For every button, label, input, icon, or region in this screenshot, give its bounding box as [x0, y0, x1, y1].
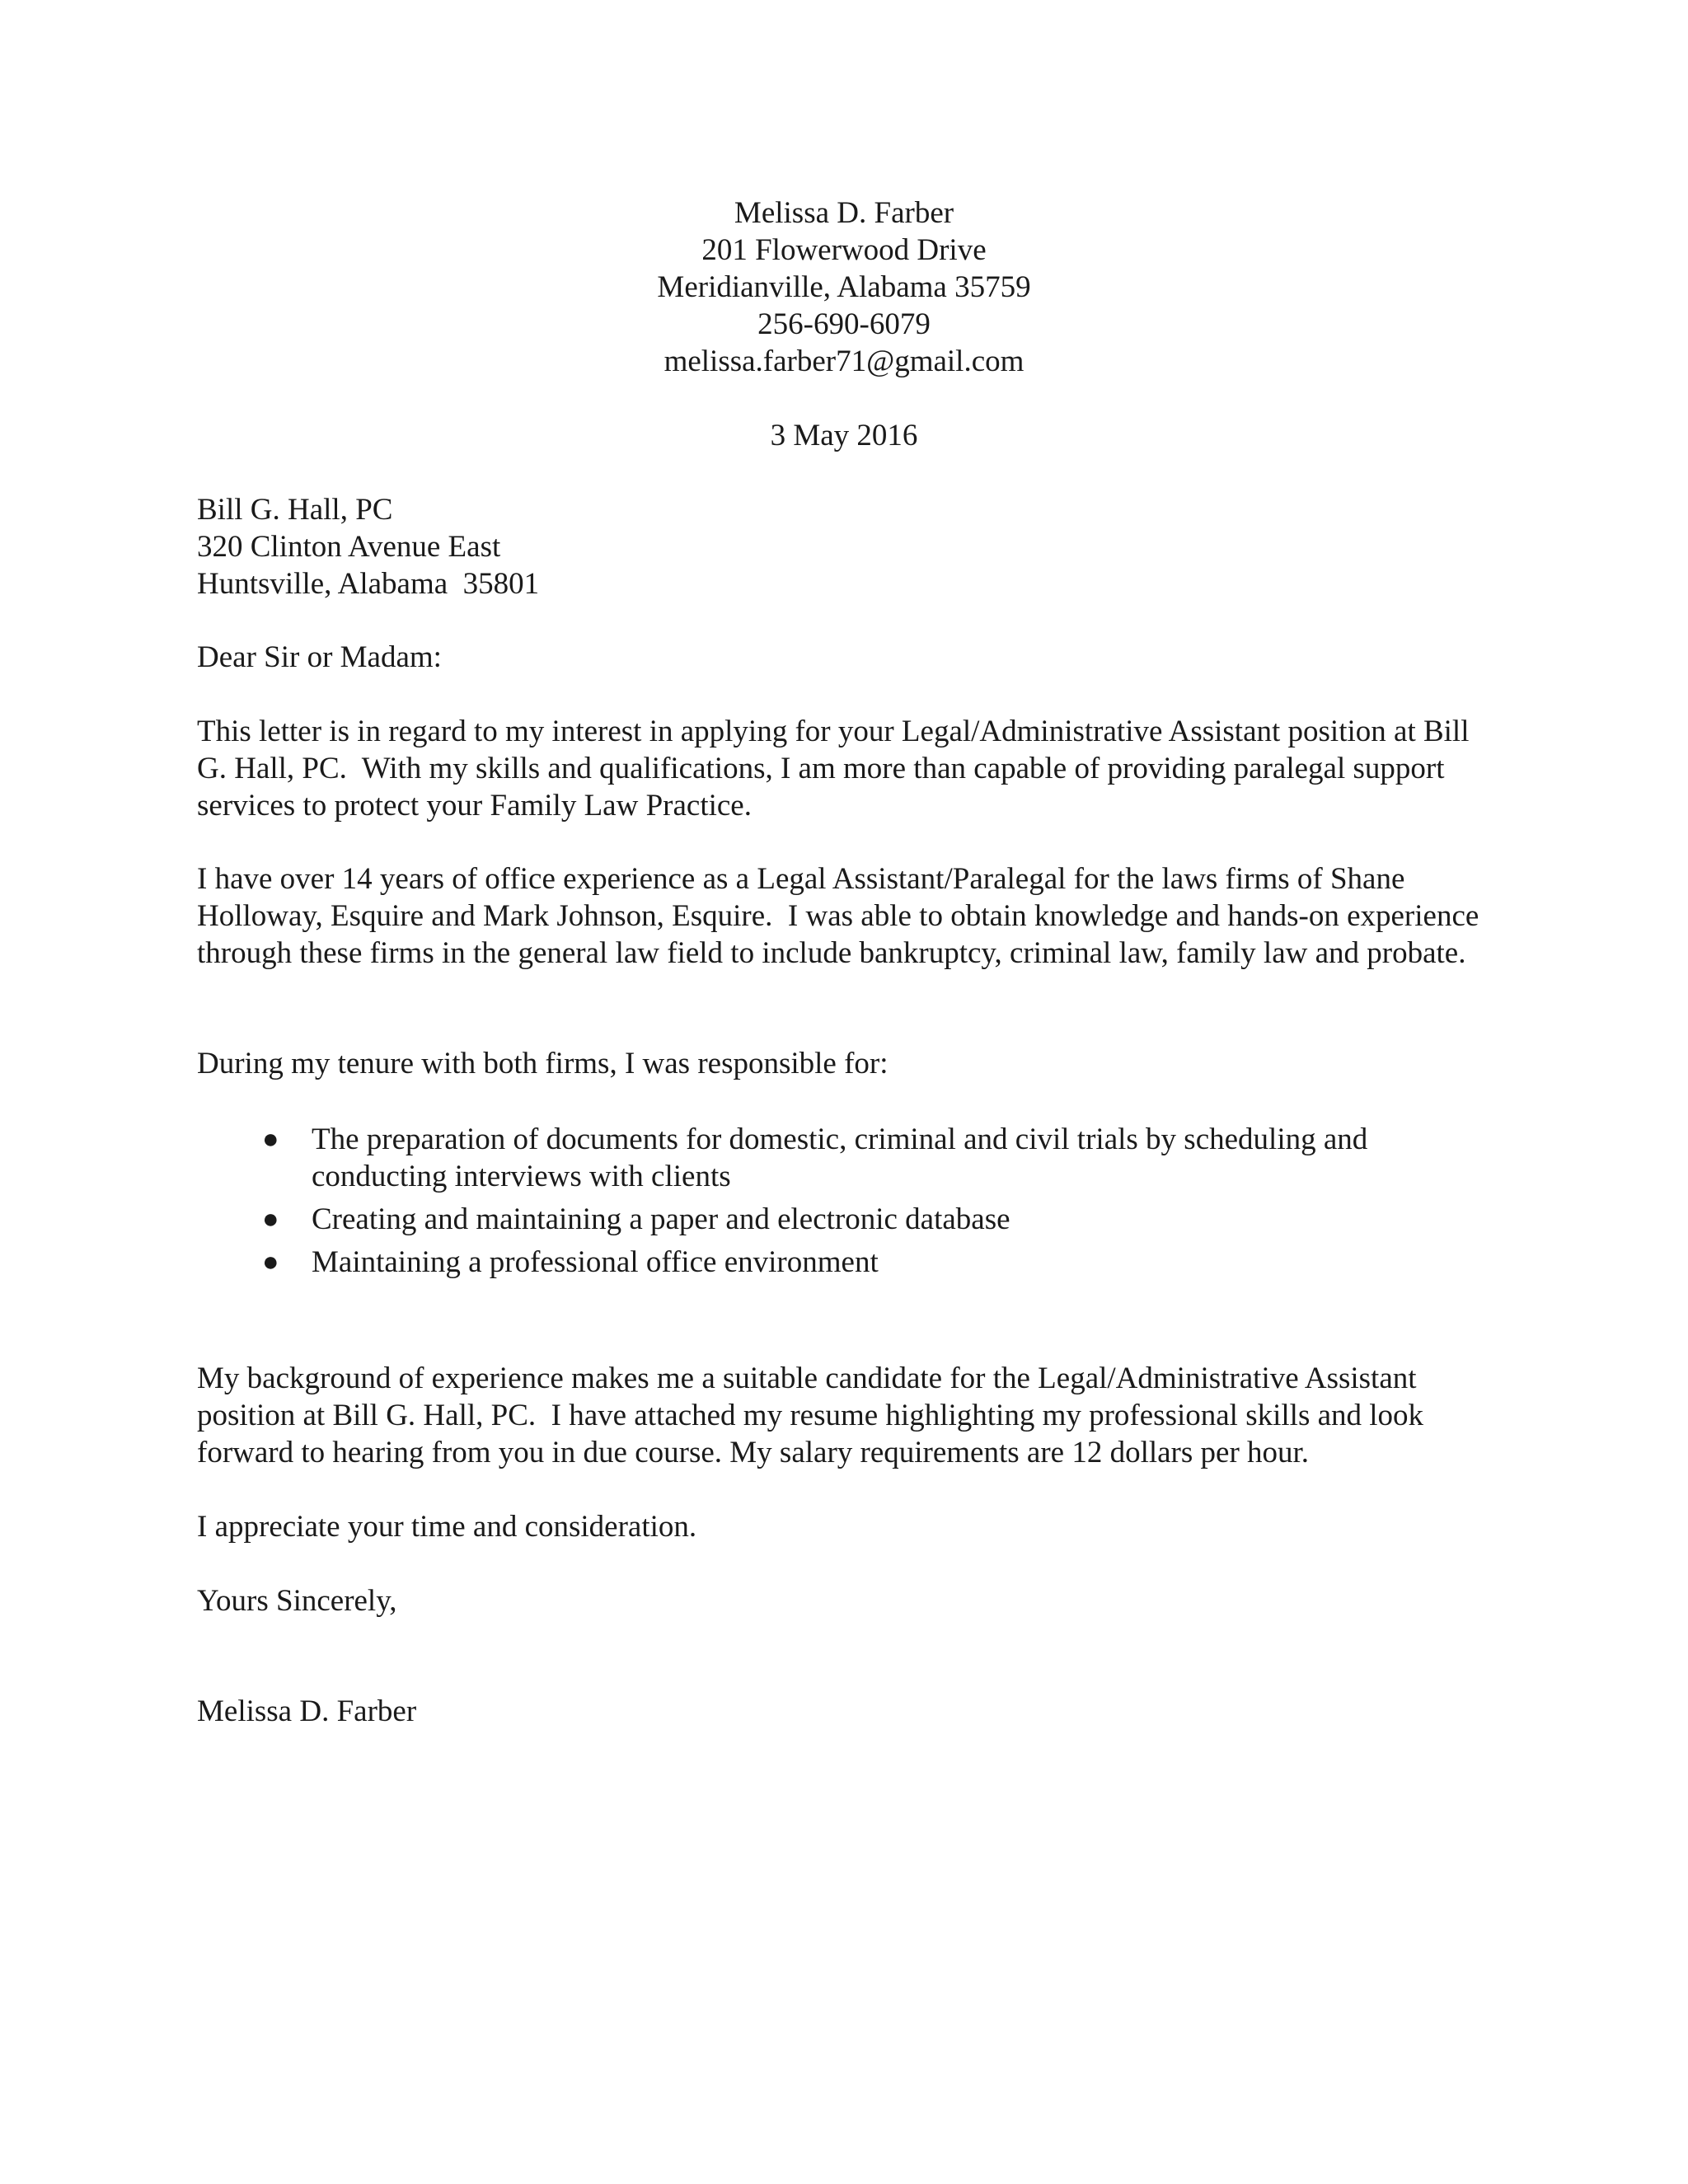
recipient-block [197, 491, 1491, 602]
sender-street: 201 Flowerwood Drive [701, 233, 987, 267]
list-item [197, 1201, 1491, 1238]
recipient-name: Bill G. Hall, PC [197, 493, 393, 527]
signature-name: Melissa D. Farber [197, 1694, 417, 1728]
paragraph-intro: This letter is in regard to my interest in applying for your Legal/Administrative Assistant position at Bill G. Hall, PC. With my skills and qualifications, I am more than capable of providing paralegal support services to protect your Family Law Practice. [197, 715, 1477, 823]
list-item [197, 1244, 1491, 1281]
paragraph-appreciation: I appreciate your time and consideration. [197, 1510, 697, 1544]
sender-block [0, 194, 1688, 380]
list-item-text: Creating and maintaining a paper and electronic database [312, 1202, 1010, 1236]
paragraph-experience: I have over 14 years of office experience as a Legal Assistant/Paralegal for the laws firms of Shane Holloway, Esquire and Mark Johnson, Esquire. I was able to obtain knowledge and hands-on experience through these firms in the general law field to include bankruptcy, criminal law, family law and probate. [197, 862, 1487, 970]
sender-phone: 256-690-6079 [757, 307, 931, 341]
bullet-icon: ● [262, 1204, 279, 1235]
sender-email: melissa.farber71@gmail.com [663, 344, 1025, 378]
paragraph-responsibilities-intro: During my tenure with both firms, I was responsible for: [197, 1047, 889, 1080]
responsibilities-list [197, 1121, 1491, 1286]
letter-date: 3 May 2016 [770, 419, 918, 452]
paragraph-background: My background of experience makes me a suitable candidate for the Legal/Administrative Assistant position at Bill G. Hall, PC. I have attached my resume highlighting my professional skills and look forward to hearing from you in due course. My salary requirements are 12 dollars per hour. [197, 1361, 1432, 1469]
bullet-icon: ● [262, 1247, 279, 1277]
recipient-city-state-zip: Huntsville, Alabama 35801 [197, 567, 540, 601]
salutation: Dear Sir or Madam: [197, 640, 442, 674]
closing: Yours Sincerely, [197, 1584, 397, 1618]
list-item [197, 1121, 1491, 1195]
list-item-text: Maintaining a professional office environment [312, 1245, 879, 1279]
sender-name: Melissa D. Farber [734, 196, 954, 230]
recipient-street: 320 Clinton Avenue East [197, 530, 501, 564]
sender-city-state-zip: Meridianville, Alabama 35759 [657, 270, 1031, 304]
list-item-text: The preparation of documents for domestic, criminal and civil trials by scheduling and conducting interviews with clients [312, 1122, 1368, 1193]
bullet-icon: ● [262, 1124, 279, 1155]
